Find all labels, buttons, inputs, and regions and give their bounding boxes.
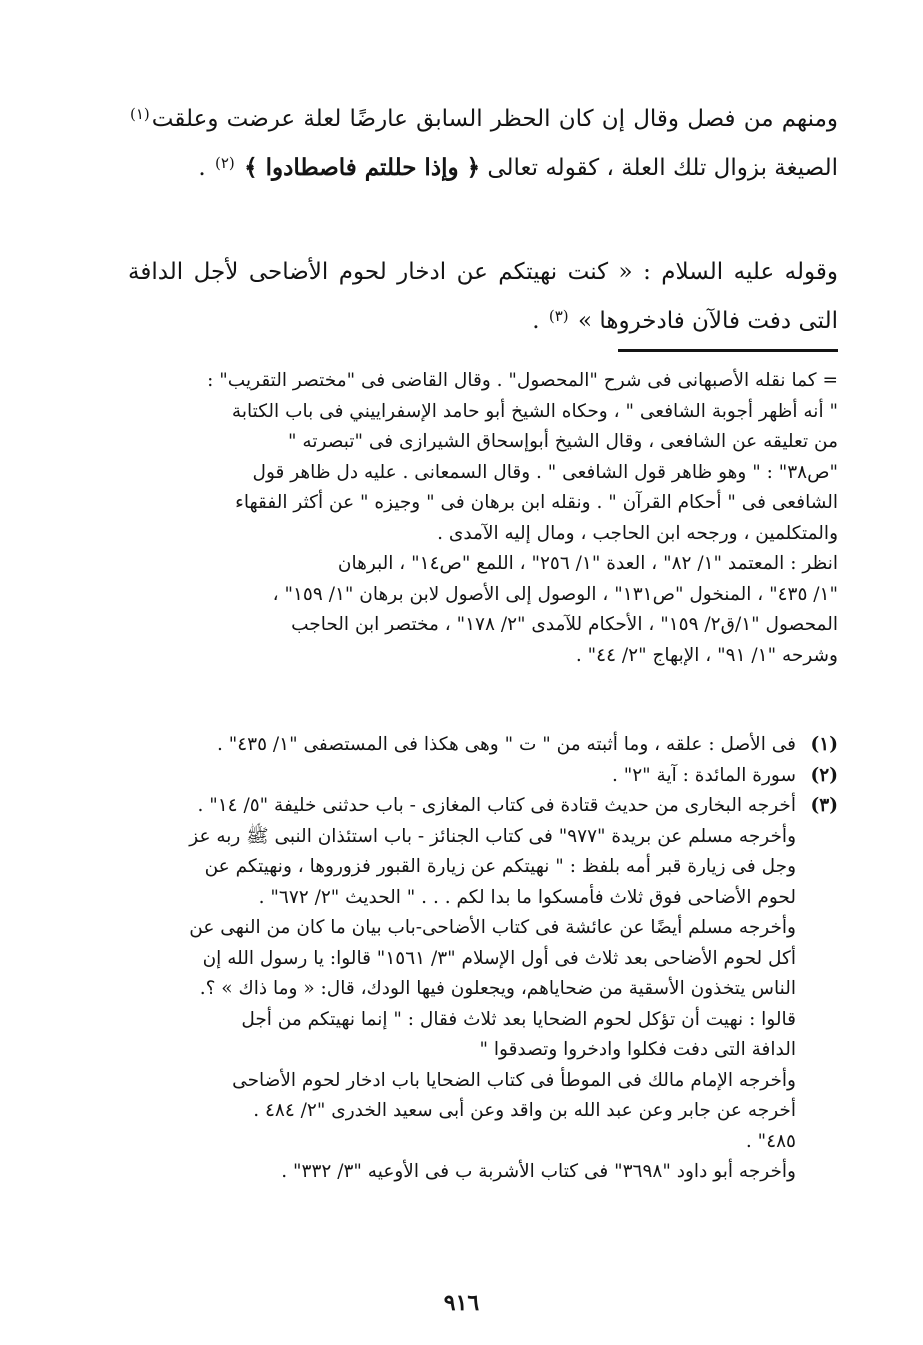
footnote-ref-1: (١) xyxy=(130,105,150,123)
footnote-3 xyxy=(128,791,838,1188)
footnote-line: "ص٣٨" : " وهو ظاهر قول الشافعى " . وقال السمعانى . عليه دل ظاهر قول xyxy=(252,461,838,483)
footnote-line: "١/ ٤٣٥" ، المنخول "ص١٣١" ، الوصول إلى الأصول لابن برهان "١/ ١٥٩" ، xyxy=(272,583,838,605)
footnote-number: (٢) xyxy=(810,764,838,786)
paragraph-text: الصيغة بزوال تلك العلة ، كقوله تعالى xyxy=(487,155,838,181)
footnote-continuation xyxy=(128,366,838,671)
paragraph-text: وقوله عليه السلام : « كنت نهيتكم عن ادخار لحوم الأضاحى لأجل الدافة التى دفت فالآن فادخروها » xyxy=(128,259,838,334)
footnote-ref-2: (٢) xyxy=(215,154,235,172)
footnote-line: أكل لحوم الأضاحى بعد ثلاث فى أول الإسلام "٣/ ١٥٦١" قالوا: يا رسول الله إن xyxy=(202,947,796,969)
footnote-line: قالوا : نهيت أن تؤكل لحوم الضحايا بعد ثلاث فقال : " إنما نهيتكم من أجل xyxy=(241,1008,796,1030)
footnote-line: لحوم الأضاحى فوق ثلاث فأمسكوا ما بدا لكم . . . " الحديث "٢/ ٦٧٢" . xyxy=(258,886,796,908)
footnote-line: فى الأصل : علقه ، وما أثبته من " ت " وهى هكذا فى المستصفى "١/ ٤٣٥" . xyxy=(216,734,796,755)
quran-verse: ﴿ وإذا حللتم فاصطادوا ﴾ xyxy=(244,154,481,181)
footnote-separator xyxy=(618,349,838,352)
footnote-line: وشرحه "١/ ٩١" ، الإبهاج "٢/ ٤٤" . xyxy=(575,644,838,666)
footnote-line: والمتكلمين ، ورجحه ابن الحاجب ، ومال إليه الآمدى . xyxy=(437,522,838,544)
footnote-line: الدافة التى دفت فكلوا وادخروا وتصدقوا " xyxy=(479,1039,796,1060)
paragraph-end: . xyxy=(198,155,206,181)
footnote-line: ٤٨٥" . xyxy=(745,1130,796,1152)
footnote-2 xyxy=(128,761,838,792)
footnote-number: (٣) xyxy=(810,795,838,816)
footnote-ref-3: (٣) xyxy=(548,307,569,325)
footnote-line: أخرجه البخارى من حديث قتادة فى كتاب المغازى - باب حدثنى خليفة "٥/ ١٤" . xyxy=(197,795,796,816)
paragraph-text: ومنهم من فصل وقال إن كان الحظر السابق عارضًا لعلة عرضت وعلقت xyxy=(151,106,838,132)
footnote-line: " أنه أظهر أجوبة الشافعى " ، وحكاه الشيخ أبو حامد الإسفراييني فى باب الكتابة xyxy=(231,400,838,422)
footnote-line: الناس يتخذون الأسقية من ضحاياهم، ويجعلون فيها الودك، قال: « وما ذاك » ؟. xyxy=(199,978,796,999)
footnote-line: وأخرجه مسلم أيضًا عن عائشة فى كتاب الأضاحى-باب بيان ما كان من النهى عن xyxy=(189,917,796,938)
footnote-line: سورة المائدة : آية "٢" . xyxy=(611,764,796,786)
footnote-line: وأخرجه الإمام مالك فى الموطأ فى كتاب الضحايا باب ادخار لحوم الأضاحى xyxy=(232,1069,796,1091)
paragraph-end: . xyxy=(532,308,540,334)
footnote-1 xyxy=(128,730,838,761)
footnote-line: من تعليقه عن الشافعى ، وقال الشيخ أبوإسحاق الشيرازى فى "تبصرته " xyxy=(288,431,838,452)
footnote-line: = كما نقله الأصبهانى فى شرح "المحصول" . وقال القاضى فى "مختصر التقريب" : xyxy=(207,370,838,391)
footnote-number: (١) xyxy=(810,734,838,755)
footnote-line: أخرجه عن جابر وعن عبد الله بن واقد وعن أبى سعيد الخدرى "٢/ ٤٨٤ . xyxy=(253,1100,796,1121)
page-number: ٩١٦ xyxy=(443,1290,480,1316)
main-paragraph-2 xyxy=(128,250,838,343)
footnote-line: وأخرجه أبو داود "٣٦٩٨" فى كتاب الأشربة ب فى الأوعيه "٣/ ٣٣٢" . xyxy=(281,1161,796,1182)
footnote-line: وأخرجه مسلم عن بريدة "٩٧٧" فى كتاب الجنائز - باب استئذان النبى ﷺ ربه عز xyxy=(189,825,796,847)
footnote-line: وجل فى زيارة قبر أمه بلفظ : " نهيتكم عن زيارة القبور فزوروها ، ونهيتكم عن xyxy=(204,856,796,877)
footnote-line: الشافعى فى " أحكام القرآن " . ونقله ابن برهان فى " وجيزه " عن أكثر الفقهاء xyxy=(235,492,838,513)
footnote-line: انظر : المعتمد "١/ ٨٢" ، العدة "١/ ٢٥٦" ، اللمع "ص١٤" ، البرهان xyxy=(337,553,838,574)
main-paragraph-1 xyxy=(128,92,838,190)
footnote-line: المحصول "١/ق٢/ ١٥٩" ، الأحكام للآمدى "٢/ ١٧٨" ، مختصر ابن الحاجب xyxy=(291,614,838,635)
footnotes-list xyxy=(128,730,838,1188)
